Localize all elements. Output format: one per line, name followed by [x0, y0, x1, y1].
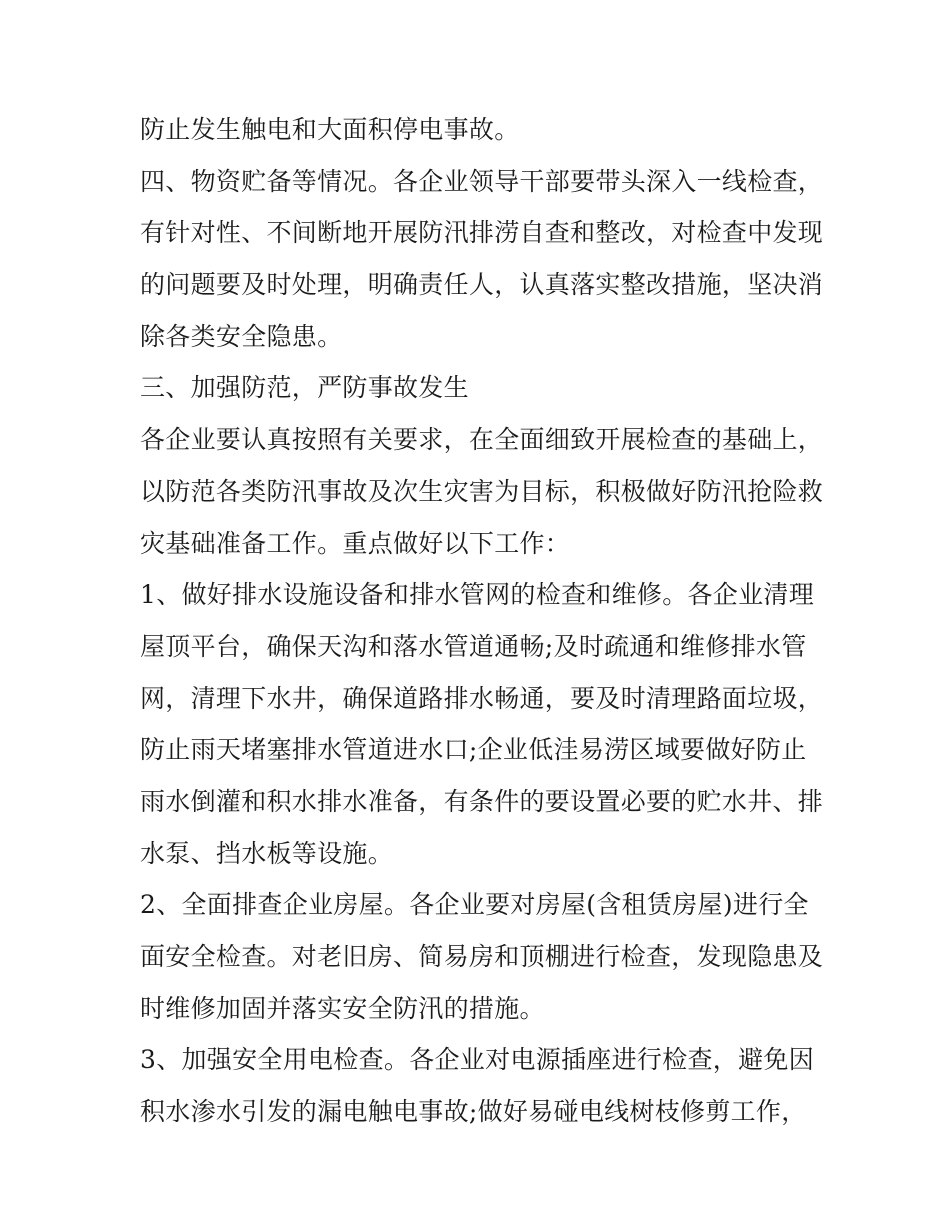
text-line: 防止雨天堵塞排水管道进水口;企业低洼易涝区域要做好防止 — [140, 735, 807, 765]
text-line: 防止发生触电和大面积停电事故。 — [140, 115, 520, 144]
section-heading: 三、加强防范，严防事故发生 — [140, 373, 469, 403]
text-line: 以防范各类防汛事故及次生灾害为目标，积极做好防汛抢险救 — [140, 476, 824, 506]
document-body — [140, 104, 824, 1138]
text-line: 各企业要认真按照有关要求，在全面细致开展检查的基础上， — [140, 425, 824, 455]
text-line: 有针对性、不间断地开展防汛排涝自查和整改，对检查中发现 — [140, 218, 824, 248]
text-line: 面安全检查。对老旧房、简易房和顶棚进行检查，发现隐患及 — [140, 942, 824, 971]
text-line: 网，清理下水井，确保道路排水畅通，要及时清理路面垃圾， — [140, 683, 824, 713]
text-line: 除各类安全隐患。 — [140, 321, 343, 351]
text-line: 四、物资贮备等情况。各企业领导干部要带头深入一线检查， — [140, 166, 824, 196]
text-line: 3、加强安全用电检查。各企业对电源插座进行检查，避免因 — [140, 1045, 815, 1075]
text-line: 1、做好排水设施设备和排水管网的检查和维修。各企业清理 — [140, 580, 815, 610]
text-line: 屋顶平台，确保天沟和落水管道通畅;及时疏通和维修排水管 — [140, 631, 807, 661]
text-line: 2、全面排查企业房屋。各企业要对房屋(含租赁房屋)进行全 — [140, 890, 809, 920]
text-line: 的问题要及时处理，明确责任人，认真落实整改措施，坚决消 — [140, 270, 824, 300]
text-line: 水泵、挡水板等设施。 — [140, 838, 394, 868]
text-line: 雨水倒灌和积水排水准备，有条件的要设置必要的贮水井、排 — [140, 786, 824, 816]
text-line: 灾基础准备工作。重点做好以下工作： — [140, 528, 571, 558]
text-line: 积水渗水引发的漏电触电事故;做好易碰电线树枝修剪工作， — [140, 1097, 807, 1127]
text-line: 时维修加固并落实安全防汛的措施。 — [140, 993, 545, 1023]
